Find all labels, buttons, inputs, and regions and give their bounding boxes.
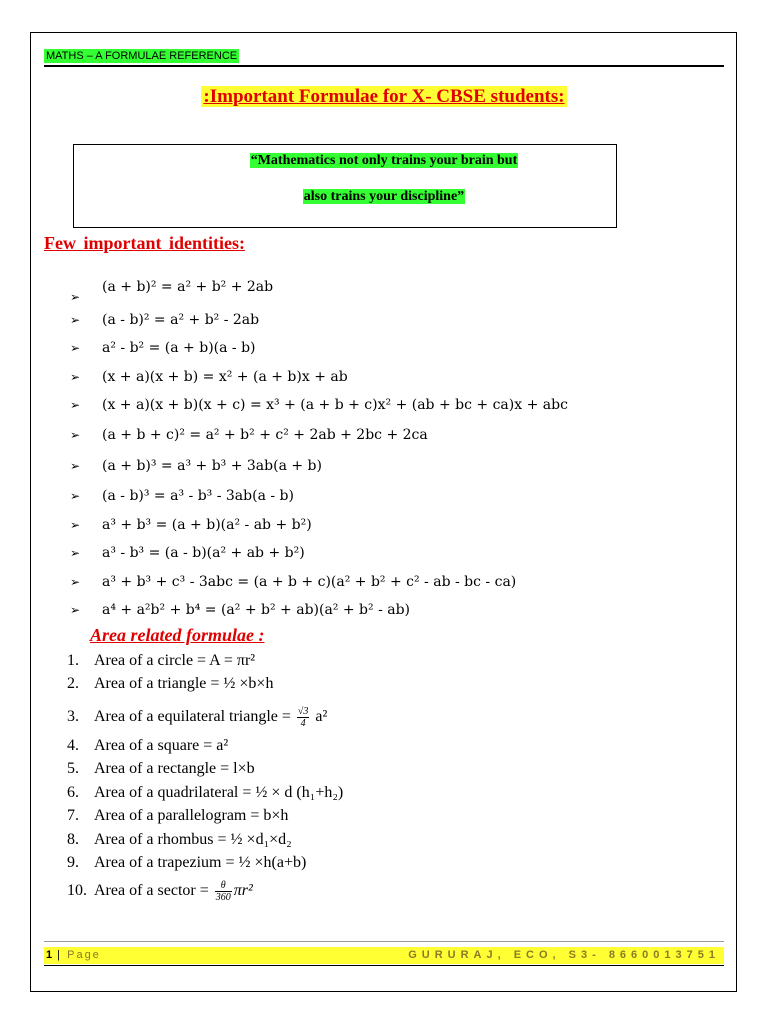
arrow-bullet-icon: ➢: [70, 313, 81, 327]
area-item: [67, 673, 273, 695]
page-number-value: 1: [46, 949, 53, 961]
area-item-number: 5.: [67, 760, 79, 777]
identity-item: [70, 453, 710, 479]
area-item-text: Area of a square = a²: [94, 737, 229, 754]
identity-item: [70, 335, 710, 361]
page-label: Page: [67, 949, 101, 961]
arrow-bullet-icon: ➢: [70, 428, 81, 442]
area-item: [67, 706, 327, 728]
area-item: [67, 852, 306, 874]
arrow-bullet-icon: ➢: [70, 398, 81, 412]
arrow-bullet-icon: ➢: [70, 370, 81, 384]
identity-item: [70, 392, 710, 418]
header-rule: [44, 65, 724, 67]
area-item-text: Area of a rectangle = l×b: [94, 760, 255, 777]
area-item-text: Area of a equilateral triangle =: [94, 708, 295, 726]
identity-formula: (a + b + c)² = a² + b² + c² + 2ab + 2bc + 2ca: [102, 427, 428, 443]
identity-formula: a² - b² = (a + b)(a - b): [102, 340, 256, 356]
identity-item: [70, 307, 710, 333]
arrow-bullet-icon: ➢: [70, 341, 81, 355]
identity-formula: a³ + b³ = (a + b)(a² - ab + b²): [102, 517, 312, 533]
identity-item: [70, 422, 710, 448]
page-title-text: :Important Formulae for X- CBSE students:: [203, 86, 565, 107]
identity-formula: (x + a)(x + b)(x + c) = x³ + (a + b + c)x² + (ab + bc + ca)x + abc: [102, 397, 568, 413]
running-header: MATHS – A FORMULAE REFERENCE: [46, 50, 238, 62]
area-heading: Area related formulae :: [90, 625, 265, 645]
area-item-text: Area of a parallelogram = b×h: [94, 807, 289, 824]
identity-item: [70, 540, 710, 566]
fraction: [215, 880, 232, 903]
fraction: [297, 706, 310, 729]
identity-formula: (a + b)² = a² + b² + 2ab: [102, 279, 274, 295]
quote-line-2: [0, 189, 768, 205]
area-item-text: Area of a trapezium = ½ ×h(a+b): [94, 854, 307, 871]
area-item-number: 6.: [67, 784, 79, 801]
area-item-number: 2.: [67, 675, 79, 692]
fraction-numerator: θ: [215, 880, 232, 892]
identity-formula: (a - b)³ = a³ - b³ - 3ab(a - b): [102, 488, 294, 504]
footer-bar: [44, 947, 724, 964]
identity-formula: (a - b)² = a² + b² - 2ab: [102, 312, 260, 328]
identity-item: [70, 483, 710, 509]
identity-formula: (x + a)(x + b) = x² + (a + b)x + ab: [102, 369, 348, 385]
area-item-text: Area of a quadrilateral = ½ × d (h₁+h₂): [94, 784, 344, 801]
area-item-number: 10.: [67, 882, 87, 900]
page-separator: |: [52, 949, 68, 961]
area-item-text: Area of a circle = A = πr²: [94, 652, 256, 669]
footer-author: GURURAJ, ECO, S3- 8660013751: [408, 949, 720, 961]
arrow-bullet-icon: ➢: [70, 603, 81, 617]
area-item-number: 7.: [67, 807, 79, 824]
area-item: [67, 650, 255, 672]
footer-rule: [44, 941, 724, 942]
footer-divider: [44, 965, 724, 966]
quote-text-1: “Mathematics not only trains your brain but: [250, 153, 518, 168]
area-item-number: 3.: [67, 708, 79, 726]
identity-formula: a³ - b³ = (a - b)(a² + ab + b²): [102, 545, 305, 561]
page-title: [0, 86, 768, 108]
area-item-number: 4.: [67, 737, 79, 754]
area-item-number: 1.: [67, 652, 79, 669]
area-item: [67, 880, 253, 902]
fraction-denominator: 4: [300, 718, 306, 729]
area-item-suffix: πr²: [233, 882, 253, 900]
area-item: [67, 805, 288, 827]
arrow-bullet-icon: ➢: [70, 489, 81, 503]
area-item: [67, 782, 343, 804]
identity-item: [70, 364, 710, 390]
fraction-denominator: 360: [215, 892, 231, 903]
area-item-number: 8.: [67, 831, 79, 848]
identity-formula: a⁴ + a²b² + b⁴ = (a² + b² + ab)(a² + b² - ab): [102, 602, 411, 618]
area-item: [67, 735, 228, 757]
area-item-text: Area of a sector =: [94, 882, 213, 900]
identity-item: [70, 569, 710, 595]
arrow-bullet-icon: ➢: [70, 518, 81, 532]
arrow-bullet-icon: ➢: [70, 575, 81, 589]
area-item: [67, 758, 255, 780]
area-item-text: Area of a triangle = ½ ×b×h: [94, 675, 274, 692]
identity-item: [70, 512, 710, 538]
quote-line-1: [0, 153, 768, 169]
page-number: [46, 947, 101, 964]
identity-item: [70, 597, 710, 623]
identity-item: [70, 274, 710, 304]
identity-formula: (a + b)³ = a³ + b³ + 3ab(a + b): [102, 458, 322, 474]
area-item-text: Area of a rhombus = ½ ×d₁×d₂: [94, 831, 292, 848]
area-item-number: 9.: [67, 854, 79, 871]
area-item: [67, 829, 292, 851]
arrow-bullet-icon: ➢: [70, 290, 81, 304]
quote-text-2: also trains your discipline”: [303, 189, 465, 204]
identities-heading: Few important identities:: [44, 233, 245, 253]
arrow-bullet-icon: ➢: [70, 546, 81, 560]
fraction-numerator: √3: [297, 706, 309, 717]
arrow-bullet-icon: ➢: [70, 459, 81, 473]
identity-formula: a³ + b³ + c³ - 3abc = (a + b + c)(a² + b² + c² - ab - bc - ca): [102, 574, 517, 590]
area-item-suffix: a²: [311, 708, 328, 726]
